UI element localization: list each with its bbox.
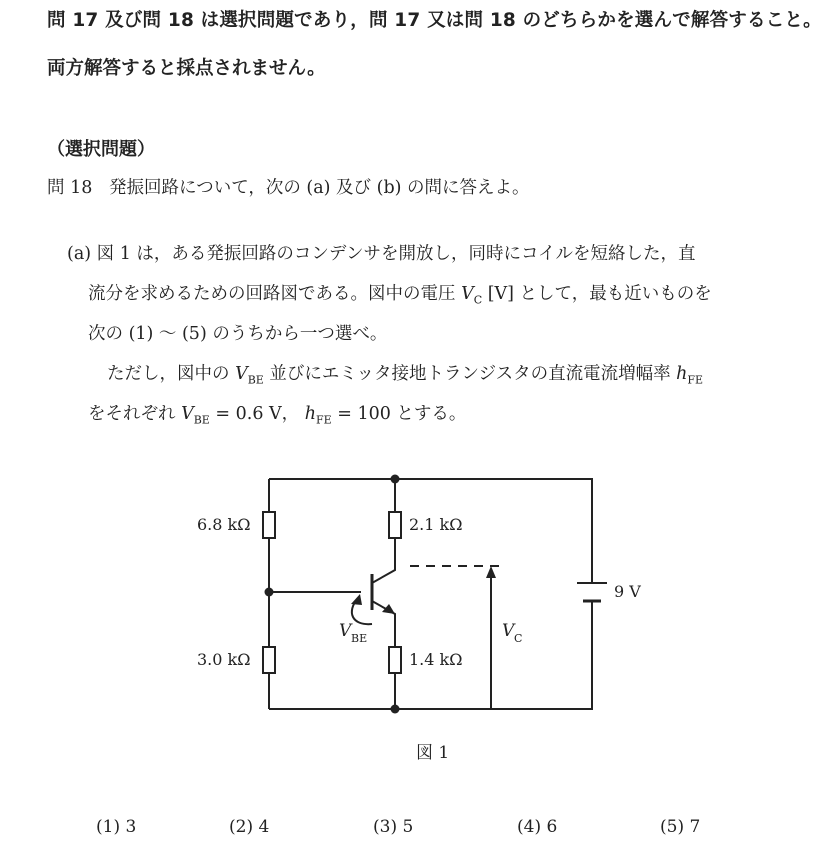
section-label: （選択問題） (47, 139, 155, 160)
label-vc: V (502, 621, 515, 641)
emitter-arrowhead (382, 604, 395, 614)
label-battery: 9 V (614, 582, 641, 601)
choice-4: (4) 6 (517, 817, 558, 837)
part-a-line1: (a) 図 1 は，ある発振回路のコンデンサを開放し，同時にコイルを短絡した，直 (67, 244, 696, 264)
question-text: 発振回路について，次の (a) 及び (b) の問に答えよ。 (109, 178, 530, 198)
part-a-line5: をそれぞれ $V_{BE} = 0.6$ V， $h_{FE} = 100$ とする。 (88, 404, 467, 427)
choice-2: (2) 4 (229, 817, 270, 837)
selection-notice-line1: 問 17 及び問 18 は選択問題であり，問 17 又は問 18 のどちらかを選んで解答すること。 (47, 10, 822, 31)
choice-5: (5) 7 (660, 817, 701, 837)
part-a-line2: 流分を求めるための回路図である。図中の電圧 $V_C$ [V] として，最も近いものを (88, 284, 712, 307)
resistor-3.0k (263, 647, 275, 673)
selection-notice-line2: 両方解答すると採点されません。 (47, 58, 326, 79)
vbe-arrowhead (351, 594, 362, 605)
part-a-line4: ただし，図中の $V_{BE}$ 並びにエミッタ接地トランジスタの直流電流増幅率 $h_{FE}$ (107, 364, 704, 387)
choice-3: (3) 5 (373, 817, 414, 837)
junction-base (265, 588, 274, 597)
junction-top (391, 475, 400, 484)
label-vbe-sub: BE (351, 632, 368, 645)
resistor-1.4k (389, 647, 401, 673)
label-1.4k: 1.4 kΩ (409, 650, 463, 669)
label-vc-sub: C (514, 632, 523, 645)
vc-arrowhead (486, 566, 496, 578)
figure-caption: 図 1 (416, 743, 450, 763)
question-number: 問 18 (47, 178, 93, 198)
label-6.8k: 6.8 kΩ (197, 515, 251, 534)
label-3.0k: 3.0 kΩ (197, 650, 251, 669)
part-a-line3: 次の (1) ～ (5) のうちから一つ選べ。 (88, 324, 388, 344)
label-vbe: V (339, 621, 352, 641)
junction-bottom (391, 705, 400, 714)
resistor-2.1k (389, 512, 401, 538)
resistor-6.8k (263, 512, 275, 538)
label-2.1k: 2.1 kΩ (409, 515, 463, 534)
choice-1: (1) 3 (96, 817, 137, 837)
